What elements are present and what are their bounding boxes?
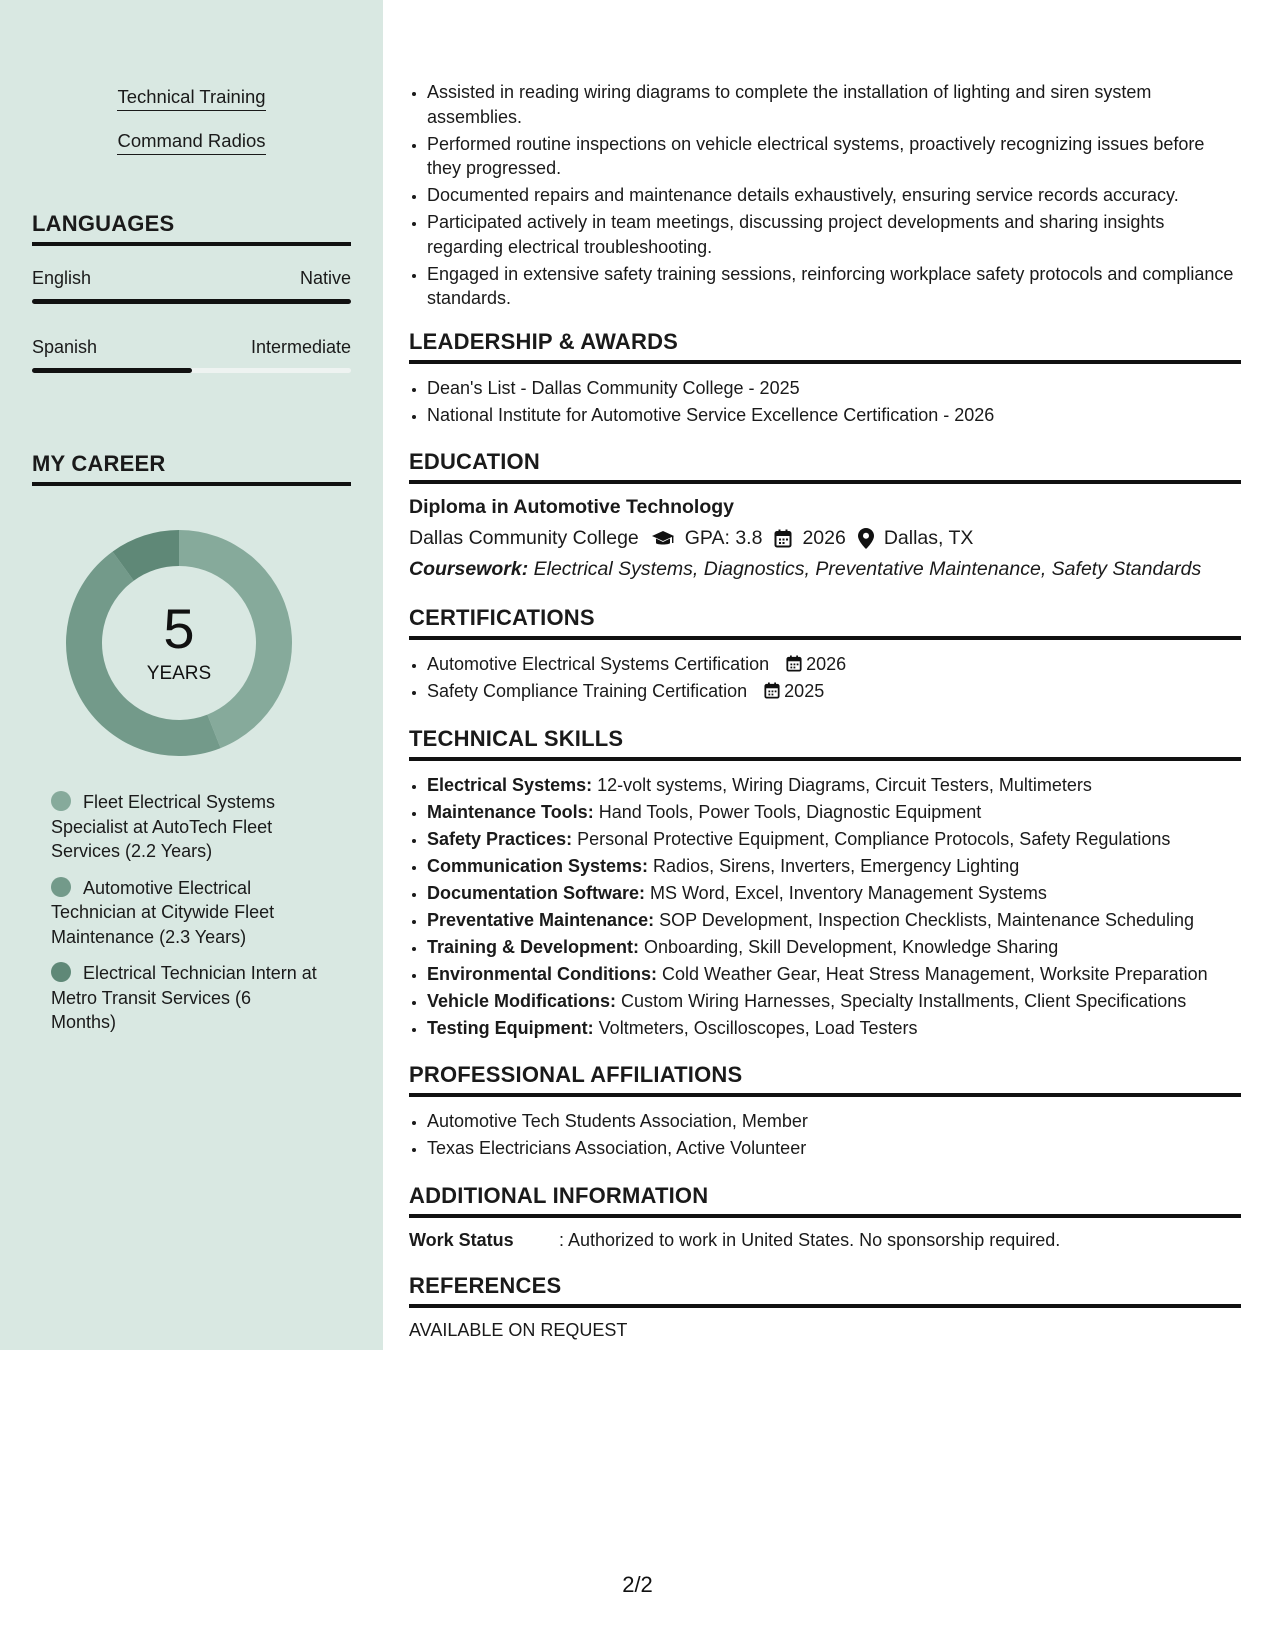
- leadership-list: [409, 376, 1241, 428]
- additional-info-heading: ADDITIONAL INFORMATION: [409, 1183, 1241, 1218]
- skill-item: [427, 1016, 1241, 1041]
- skill-values: Hand Tools, Power Tools, Diagnostic Equipment: [593, 801, 982, 822]
- skill-item: [427, 800, 1241, 825]
- career-color-dot: [51, 791, 71, 811]
- skill-values: 12-volt systems, Wiring Diagrams, Circuit Testers, Multimeters: [592, 774, 1092, 795]
- experience-bullet: • Participated actively in team meetings, discussing project developments and sharing insights regarding electrical troubleshooting.: [427, 210, 1241, 259]
- career-donut-center: [66, 530, 292, 756]
- skill-values: Personal Protective Equipment, Compliance Protocols, Safety Regulations: [572, 828, 1171, 849]
- skill-category: Environmental Conditions:: [427, 963, 658, 984]
- skills-list: [409, 773, 1241, 1041]
- graduation-cap-icon: [651, 530, 675, 548]
- skill-values: Radios, Sirens, Inverters, Emergency Lighting: [648, 855, 1020, 876]
- skill-category: Documentation Software:: [427, 882, 646, 903]
- skill-item: [427, 854, 1241, 879]
- career-donut-chart: [66, 530, 292, 756]
- experience-bullets: [409, 80, 1241, 311]
- certification-year: 2026: [806, 654, 847, 674]
- language-level: Native: [299, 268, 351, 288]
- career-color-dot: [51, 962, 71, 982]
- experience-bullet: • Engaged in extensive safety training sessions, reinforcing workplace safety protocols and compliance standards.: [427, 262, 1241, 311]
- references-text: AVAILABLE ON REQUEST: [409, 1319, 628, 1340]
- skill-item: [427, 881, 1241, 906]
- career-item-text: Fleet Electrical Systems Specialist at AutoTech Fleet Services (2.2 Years): [51, 792, 276, 861]
- affiliation-item: • Texas Electricians Association, Active Volunteer: [427, 1136, 1241, 1161]
- experience-bullet: • Documented repairs and maintenance details exhaustively, ensuring service records accuracy.: [427, 183, 1241, 208]
- certification-name: Safety Compliance Training Certification: [427, 681, 748, 701]
- calendar-icon: [764, 682, 780, 699]
- skill-category: Training & Development:: [427, 936, 640, 957]
- language-row: [32, 268, 351, 289]
- education-heading: EDUCATION: [409, 449, 1241, 484]
- skill-category: Electrical Systems:: [427, 774, 593, 795]
- skill-values: SOP Development, Inspection Checklists, Maintenance Scheduling: [654, 909, 1195, 930]
- skill-category: Communication Systems:: [427, 855, 649, 876]
- education-degree: Diploma in Automotive Technology: [409, 496, 735, 518]
- language-proficiency-fill: [32, 299, 351, 304]
- career-item: [51, 790, 321, 864]
- leadership-item: • Dean's List - Dallas Community College - 2025: [427, 376, 1241, 401]
- career-list: [51, 790, 321, 1047]
- career-item-text: Electrical Technician Intern at Metro Transit Services (6 Months): [51, 963, 317, 1032]
- certifications-heading: CERTIFICATIONS: [409, 605, 1241, 640]
- skill-links: [0, 86, 383, 174]
- certifications-list: [409, 652, 1241, 704]
- skill-item: [427, 962, 1241, 987]
- experience-bullet: • Performed routine inspections on vehicle electrical systems, proactively recognizing issues before they progressed.: [427, 132, 1241, 181]
- skill-category: Maintenance Tools:: [427, 801, 594, 822]
- main-content: [409, 80, 1241, 1341]
- skill-category: Safety Practices:: [427, 828, 573, 849]
- career-item: [51, 961, 321, 1035]
- certification-item: [427, 652, 1241, 677]
- career-item-text: Automotive Electrical Technician at Citywide Fleet Maintenance (2.3 Years): [51, 877, 275, 947]
- skill-category: Preventative Maintenance:: [427, 909, 655, 930]
- leadership-heading: LEADERSHIP & AWARDS: [409, 329, 1241, 364]
- skill-item: [427, 989, 1241, 1014]
- affiliations-list: [409, 1109, 1241, 1161]
- education-coursework: [409, 558, 1241, 581]
- skill-link-command-radios[interactable]: Command Radios: [117, 130, 265, 155]
- skill-values: Onboarding, Skill Development, Knowledge Sharing: [639, 936, 1059, 957]
- education-school: Dallas Community College: [409, 527, 639, 549]
- location-pin-icon: [858, 528, 874, 549]
- skill-link-technical-training[interactable]: Technical Training: [117, 86, 265, 111]
- career-total-years: 5: [163, 597, 195, 660]
- language-level: Intermediate: [250, 337, 351, 357]
- references-heading: REFERENCES: [409, 1273, 1241, 1308]
- certification-item: [427, 679, 1241, 704]
- certification-year: 2025: [784, 681, 825, 701]
- career-item: [51, 876, 321, 950]
- skill-item: [427, 935, 1241, 960]
- work-status-row: [409, 1230, 1241, 1251]
- skill-values: Voltmeters, Oscilloscopes, Load Testers: [593, 1017, 918, 1038]
- coursework-list: Electrical Systems, Diagnostics, Preventative Maintenance, Safety Standards: [528, 558, 1202, 580]
- education-gpa: GPA: 3.8: [684, 527, 763, 549]
- education-location: Dallas, TX: [883, 527, 974, 549]
- calendar-icon: [786, 655, 802, 672]
- calendar-icon: [774, 529, 792, 548]
- certification-name: Automotive Electrical Systems Certification: [427, 654, 770, 674]
- skill-item: [427, 827, 1241, 852]
- career-color-dot: [51, 877, 71, 897]
- skill-item: [427, 908, 1241, 933]
- career-heading: MY CAREER: [32, 451, 351, 486]
- language-proficiency-bar: [32, 299, 351, 304]
- skill-values: Custom Wiring Harnesses, Specialty Installments, Client Specifications: [616, 990, 1187, 1011]
- education-details: [409, 527, 1241, 550]
- language-name: Spanish: [32, 337, 98, 357]
- work-status-label: Work Status: [409, 1229, 514, 1250]
- skill-values: Cold Weather Gear, Heat Stress Management, Worksite Preparation: [657, 963, 1208, 984]
- sidebar: [0, 0, 383, 1350]
- career-total-unit: YEARS: [146, 663, 212, 684]
- leadership-item: • National Institute for Automotive Service Excellence Certification - 2026: [427, 403, 1241, 428]
- language-row: [32, 337, 351, 358]
- experience-bullet: • Assisted in reading wiring diagrams to complete the installation of lighting and siren system assemblies.: [427, 80, 1241, 129]
- languages-heading: LANGUAGES: [32, 211, 351, 246]
- skill-item: [427, 773, 1241, 798]
- skills-heading: TECHNICAL SKILLS: [409, 726, 1241, 761]
- affiliation-item: • Automotive Tech Students Association, Member: [427, 1109, 1241, 1134]
- skill-values: MS Word, Excel, Inventory Management Systems: [645, 882, 1047, 903]
- coursework-label: Coursework:: [409, 558, 529, 580]
- language-proficiency-fill: [32, 368, 192, 373]
- education-year: 2026: [802, 527, 846, 549]
- skill-category: Testing Equipment:: [427, 1017, 594, 1038]
- skill-category: Vehicle Modifications:: [427, 990, 617, 1011]
- work-status-value: : Authorized to work in United States. No sponsorship required.: [559, 1229, 1061, 1250]
- language-name: English: [32, 268, 92, 288]
- page-number: 2/2: [622, 1572, 653, 1597]
- language-proficiency-bar: [32, 368, 351, 373]
- affiliations-heading: PROFESSIONAL AFFILIATIONS: [409, 1062, 1241, 1097]
